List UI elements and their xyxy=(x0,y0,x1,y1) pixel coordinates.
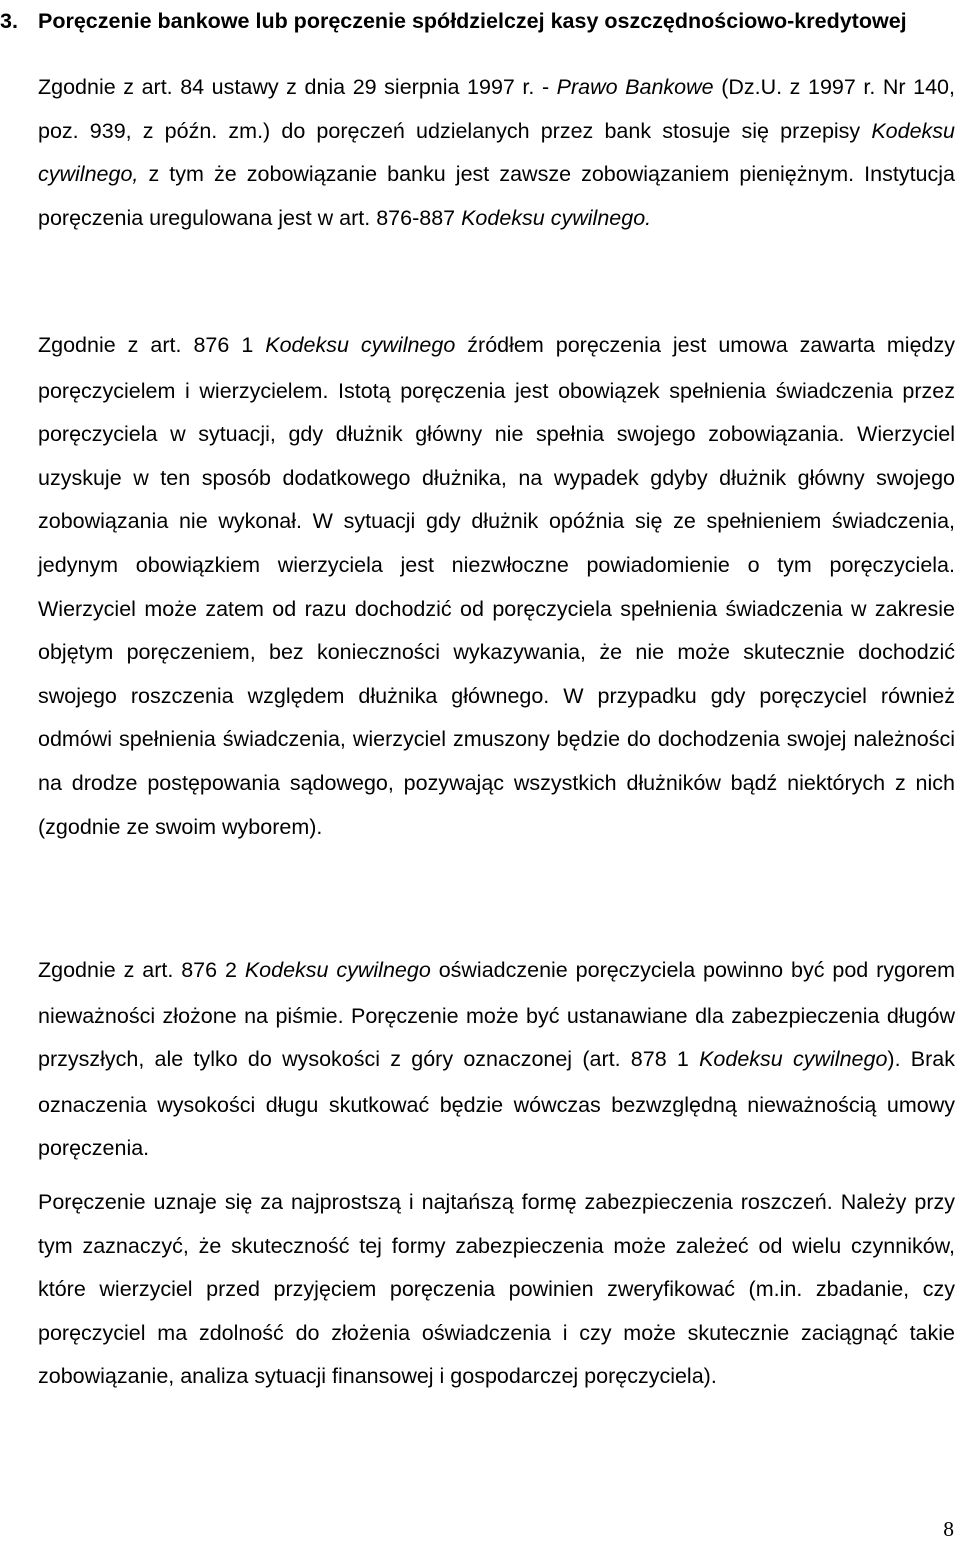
citation-kodeks-cywilny: Kodeksu cywilnego, xyxy=(38,118,955,187)
page-number: 8 xyxy=(943,1517,954,1541)
paragraph-art-876-1: Zgodnie z art. 876 1 Kodeksu cywilnego źródłem poręczenia jest umowa zawarta między poręczycielem i wierzycielem. Istotą poręczenia jest obowiązek spełnienia świadczenia przez poręczyciela w sytuacji, gdy dłużnik główny nie spełnia swojego zobowiązania. Wierzyciel uzyskuje w ten sposób dodatkowego dłużnika, na wypadek gdyby dłużnik główny swojego zobowiązania nie wykonał. W sytuacji gdy dłużnik opóźnia się ze spełnieniem świadczenia, jedynym obowiązkiem wierzyciela jest niezwłoczne powiadomienie o tym poręczyciela. Wierzyciel może zatem od razu dochodzić od poręczyciela spełnienia świadczenia w zakresie objętym poręczeniem, bez konieczności wykazywania, że nie może skutecznie dochodzić swojego roszczenia względem dłużnika głównego. W przypadku gdy poręczyciel również odmówi spełnienia świadczenia, wierzyciel zmuszony będzie do dochodzenia swojej należności na drodze postępowania sądowego, pozywając wszystkich dłużników bądź niektórych z nich (zgodnie ze swoim wyborem). xyxy=(38,333,955,839)
citation-kodeks-cywilny: Kodeksu cywilnego. xyxy=(461,205,652,230)
citation-kodeks-cywilny: Kodeksu cywilnego xyxy=(265,333,456,357)
citation-prawo-bankowe: Prawo Bankowe xyxy=(556,75,714,99)
section-number: 3. xyxy=(0,9,18,33)
paragraph-prawo-bankowe: Zgodnie z art. 84 ustawy z dnia 29 sierpnia 1997 r. - Prawo Bankowe (Dz.U. z 1997 r. Nr 140, poz. 939, z późn. zm.) do poręczeń udzielanych przez bank stosuje się przepisy Kodeksu cywilnego, z tym że zobowiązanie banku jest zawsze zobowiązaniem pieniężnym. Instytucja poręczenia uregulowana jest w art. 876-887 Kodeksu cywilnego. xyxy=(38,75,955,230)
citation-kodeks-cywilny: Kodeksu cywilnego xyxy=(244,958,431,982)
section-title: Poręczenie bankowe lub poręczenie spółdzielczej kasy oszczędnościowo-kredytowej xyxy=(38,9,907,33)
paragraph-art-876-2: Zgodnie z art. 876 2 Kodeksu cywilnego oświadczenie poręczyciela powinno być pod rygorem nieważności złożone na piśmie. Poręczenie może być ustanawiane dla zabezpieczenia długów przyszłych, ale tylko do wysokości z góry oznaczonej (art. 878 1 Kodeksu cywilnego). Brak oznaczenia wysokości długu skutkować będzie wówczas bezwzględną nieważnością umowy poręczenia. xyxy=(38,958,955,1161)
citation-kodeks-cywilny: Kodeksu cywilnego xyxy=(699,1047,888,1072)
section-heading xyxy=(0,0,960,43)
paragraph-summary: Poręczenie uznaje się za najprostszą i najtańszą formę zabezpieczenia roszczeń. Należy przy tym zaznaczyć, że skuteczność tej formy zabezpieczenia może zależeć od wielu czynników, które wierzyciel przed przyjęciem poręczenia powinien zweryfikować (m.in. zbadanie, czy poręczyciel ma zdolność do złożenia oświadczenia i czy może skutecznie zaciągnąć takie zobowiązanie, analiza sytuacji finansowej i gospodarczej poręczyciela). xyxy=(38,1190,955,1389)
